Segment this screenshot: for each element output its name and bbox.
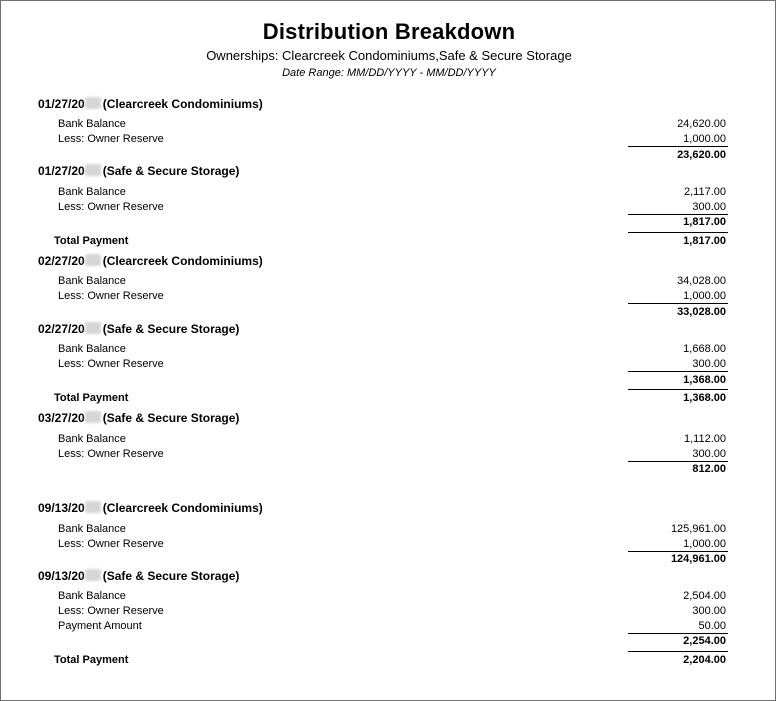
section-ownership: (Safe & Secure Storage) [102, 569, 240, 583]
redacted-year [85, 254, 101, 266]
subtotal-amount: 1,817.00 [683, 216, 726, 228]
row-amount: 24,620.00 [677, 118, 726, 130]
report-subtitle: Ownerships: Clearcreek Condominiums,Safe & Secure Storage [206, 48, 572, 63]
row-label: Payment Amount [58, 620, 142, 632]
date-range [1, 67, 776, 79]
row-amount: 300.00 [692, 605, 726, 617]
row-amount: 1,000.00 [683, 538, 726, 550]
subtotal-amount: 2,254.00 [683, 635, 726, 647]
section-header [38, 254, 263, 268]
row-label: Bank Balance [58, 433, 126, 445]
row-label: Bank Balance [58, 523, 126, 535]
subtotal-rule [628, 371, 728, 372]
total-payment-amount: 1,368.00 [683, 392, 726, 404]
section-ownership: (Safe & Secure Storage) [102, 411, 240, 425]
subtotal-amount: 1,368.00 [683, 374, 726, 386]
row-amount: 50.00 [698, 620, 726, 632]
total-payment-label: Total Payment [54, 654, 129, 666]
subtotal-amount: 812.00 [692, 463, 726, 475]
redacted-year [85, 411, 101, 423]
subtotal-rule [628, 461, 728, 462]
row-amount: 125,961.00 [670, 523, 726, 535]
total-payment-amount: 1,817.00 [683, 235, 726, 247]
row-label: Bank Balance [58, 275, 126, 287]
row-label: Less: Owner Reserve [58, 290, 164, 302]
row-amount: 2,117.00 [683, 186, 726, 198]
total-payment-label: Total Payment [54, 235, 129, 247]
section-ownership: (Safe & Secure Storage) [102, 164, 240, 178]
subtotal-amount: 124,961.00 [670, 553, 726, 565]
section-date: 02/27/20 [38, 254, 85, 268]
total-rule [628, 232, 728, 233]
subtotal-rule [628, 214, 728, 215]
total-rule [628, 389, 728, 390]
report-title: Distribution Breakdown [262, 19, 516, 44]
redacted-year [85, 97, 101, 109]
row-label: Less: Owner Reserve [58, 201, 164, 213]
row-label: Bank Balance [58, 590, 126, 602]
total-payment-label: Total Payment [54, 392, 129, 404]
section-date: 01/27/20 [38, 164, 85, 178]
section-date: 09/13/20 [38, 501, 85, 515]
section-header [38, 501, 263, 515]
redacted-year [85, 569, 101, 581]
date-range-label: Date Range: [282, 67, 344, 79]
row-amount: 1,668.00 [683, 343, 726, 355]
row-label: Less: Owner Reserve [58, 538, 164, 550]
date-range-value: MM/DD/YYYY - MM/DD/YYYY [346, 67, 496, 79]
section-ownership: (Clearcreek Condominiums) [102, 501, 263, 515]
row-amount: 1,000.00 [683, 133, 726, 145]
subtotal-amount: 23,620.00 [677, 149, 726, 161]
row-label: Less: Owner Reserve [58, 448, 164, 460]
row-label: Less: Owner Reserve [58, 358, 164, 370]
row-amount: 1,000.00 [683, 290, 726, 302]
section-date: 09/13/20 [38, 569, 85, 583]
section-ownership: (Clearcreek Condominiums) [102, 97, 263, 111]
section-header [38, 164, 239, 178]
row-label: Less: Owner Reserve [58, 133, 164, 145]
row-label: Bank Balance [58, 186, 126, 198]
section-header [38, 322, 239, 336]
total-payment-amount: 2,204.00 [683, 654, 726, 666]
subtotal-amount: 33,028.00 [677, 306, 726, 318]
row-amount: 300.00 [692, 448, 726, 460]
row-label: Less: Owner Reserve [58, 605, 164, 617]
section-ownership: (Clearcreek Condominiums) [102, 254, 263, 268]
subtotal-rule [628, 633, 728, 634]
row-label: Bank Balance [58, 118, 126, 130]
section-header [38, 97, 263, 111]
row-amount: 34,028.00 [677, 275, 726, 287]
section-header [38, 411, 239, 425]
row-amount: 1,112.00 [683, 433, 726, 445]
total-rule [628, 651, 728, 652]
section-date: 01/27/20 [38, 97, 85, 111]
redacted-year [85, 322, 101, 334]
section-date: 03/27/20 [38, 411, 85, 425]
section-header [38, 569, 239, 583]
row-amount: 300.00 [692, 358, 726, 370]
section-date: 02/27/20 [38, 322, 85, 336]
section-ownership: (Safe & Secure Storage) [102, 322, 240, 336]
subtotal-rule [628, 303, 728, 304]
subtotal-rule [628, 146, 728, 147]
redacted-year [85, 164, 101, 176]
redacted-year [85, 501, 101, 513]
subtotal-rule [628, 551, 728, 552]
row-label: Bank Balance [58, 343, 126, 355]
row-amount: 300.00 [692, 201, 726, 213]
row-amount: 2,504.00 [683, 590, 726, 602]
